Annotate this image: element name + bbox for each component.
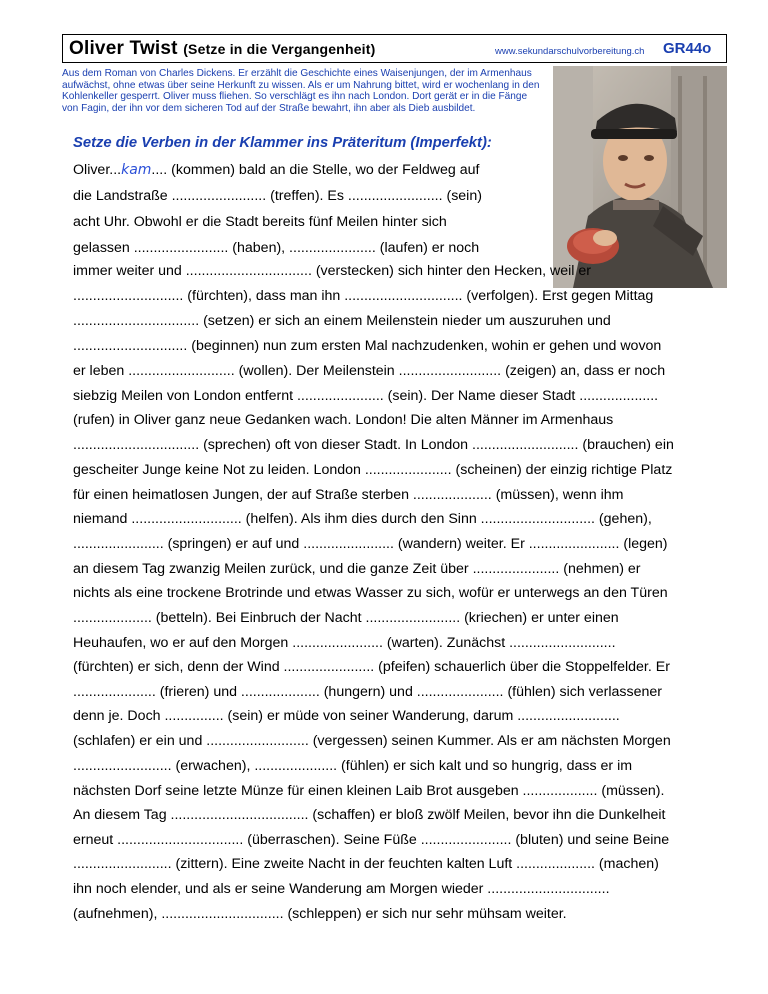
exercise-line: ............................. (beginnen) nun zum ersten Mal nachzudenken, wohin er gehen und wovon xyxy=(73,338,662,354)
worksheet-title xyxy=(69,38,376,60)
title-box xyxy=(62,34,727,63)
exercise-line: ..................... (frieren) und .................... (hungern) und ...................... (fühlen) sich verlassener xyxy=(73,684,662,700)
handwritten-answer: kam xyxy=(121,162,152,178)
exercise-line: ihn noch elender, und als er seine Wanderung am Morgen wieder ............................... xyxy=(73,881,610,897)
exercise-line: ................................ (sprechen) oft von dieser Stadt. In London ........................... (brauchen) ein xyxy=(73,437,674,453)
website-link: www.sekundarschulvorbereitung.ch xyxy=(495,46,645,57)
exercise-line: denn je. Doch ............... (sein) er müde von seiner Wanderung, darum .......................... xyxy=(73,708,620,724)
exercise-line: ................................ (setzen) er sich an einem Meilenstein nieder um auszuruhen und xyxy=(73,313,611,329)
line-text: .... (kommen) bald an die Stelle, wo der Feldweg auf xyxy=(151,162,480,178)
intro-text: Aus dem Roman von Charles Dickens. Er erzählt die Geschichte eines Waisenjungen, der im Armenhaus aufwächst, ohne etwas über seine Herkunft zu wissen. Als er um Nahrung bittet, wird er wochenlang in den Kohlenkeller gesperrt. Oliver muss fliehen. So verschlägt es ihn nach London. Dort gerät er in die Fänge von Fagin, der ihn vor dem sicheren Tod auf der Straße bewahrt, ihn aber als Dieb ausbildet. xyxy=(62,68,540,114)
oliver-twist-photo xyxy=(553,66,727,288)
task-instruction: Setze die Verben in der Klammer ins Präteritum (Imperfekt): xyxy=(73,135,492,151)
exercise-line: gescheiter Junge keine Not zu leiden. London ...................... (scheinen) der einzig richtige Platz xyxy=(73,462,673,478)
exercise-line: (schlafen) er ein und .......................... (vergessen) seinen Kummer. Als er am nächsten Morgen xyxy=(73,733,671,749)
worksheet-code: GR44o xyxy=(663,40,712,57)
exercise-line: (fürchten) er sich, denn der Wind ....................... (pfeifen) schauerlich über die Stoppelfelder. Er xyxy=(73,659,670,675)
exercise-line: ......................... (erwachen), ..................... (fühlen) er sich kalt und so hungrig, dass er im xyxy=(73,758,633,774)
exercise-line: (rufen) in Oliver ganz neue Gedanken wach. London! Die alten Männer im Armenhaus xyxy=(73,412,614,428)
exercise-line: .................... (betteln). Bei Einbruch der Nacht ........................ (kriechen) er unter einen xyxy=(73,610,619,626)
exercise-line: acht Uhr. Obwohl er die Stadt bereits fünf Meilen hinter sich xyxy=(73,214,447,230)
exercise-line: er leben ........................... (wollen). Der Meilenstein .......................... (zeigen) an, dass er noch xyxy=(73,363,666,379)
exercise-line: nichts als eine trockene Brotrinde und etwas Wasser zu sich, wofür er unterwegs an den Türen xyxy=(73,585,668,601)
exercise-line: erneut ................................ (überraschen). Seine Füße ....................... (bluten) und seine Beine xyxy=(73,832,670,848)
exercise-line: ......................... (zittern). Eine zweite Nacht in der feuchten kalten Luft .................... (machen) xyxy=(73,856,659,872)
exercise-line: immer weiter und ................................ (verstecken) sich hinter den Hecken, weil er xyxy=(73,263,592,279)
title-subtitle: (Setze in die Vergangenheit) xyxy=(183,41,376,57)
exercise-line: nächsten Dorf seine letzte Münze für einen kleinen Laib Brot ausgeben ................... (müssen). xyxy=(73,783,665,799)
title-text: Oliver Twist xyxy=(69,38,178,59)
exercise-line: An diesem Tag ................................... (schaffen) er bloß zwölf Meilen, bevor ihn die Dunkelheit xyxy=(73,807,666,823)
exercise-line: ............................ (fürchten), dass man ihn .............................. (verfolgen). Erst gegen Mittag xyxy=(73,288,654,304)
exercise-line: an diesem Tag zwanzig Meilen zurück, und die ganze Zeit über ...................... (nehmen) er xyxy=(73,561,641,577)
exercise-line: gelassen ........................ (haben), ...................... (laufen) er noch xyxy=(73,240,480,256)
exercise-line: ....................... (springen) er auf und ....................... (wandern) weiter. Er ....................... (legen) xyxy=(73,536,668,552)
exercise-line: niemand ............................ (helfen). Als ihm dies durch den Sinn ............................. (gehen), xyxy=(73,511,652,527)
line-text: Oliver... xyxy=(73,162,122,178)
exercise-line: (aufnehmen), ............................... (schleppen) er sich nur sehr mühsam weiter. xyxy=(73,906,567,922)
exercise-line: Heuhaufen, wo er auf den Morgen ....................... (warten). Zunächst ........................... xyxy=(73,635,616,651)
exercise-line: siebzig Meilen von London entfernt ...................... (sein). Der Name dieser Stadt .................... xyxy=(73,388,659,404)
exercise-line: für einen heimatlosen Jungen, der auf Straße sterben .................... (müssen), wenn ihm xyxy=(73,487,624,503)
exercise-line xyxy=(73,162,479,178)
exercise-line: die Landstraße ........................ (treffen). Es ........................ (sein) xyxy=(73,188,482,204)
